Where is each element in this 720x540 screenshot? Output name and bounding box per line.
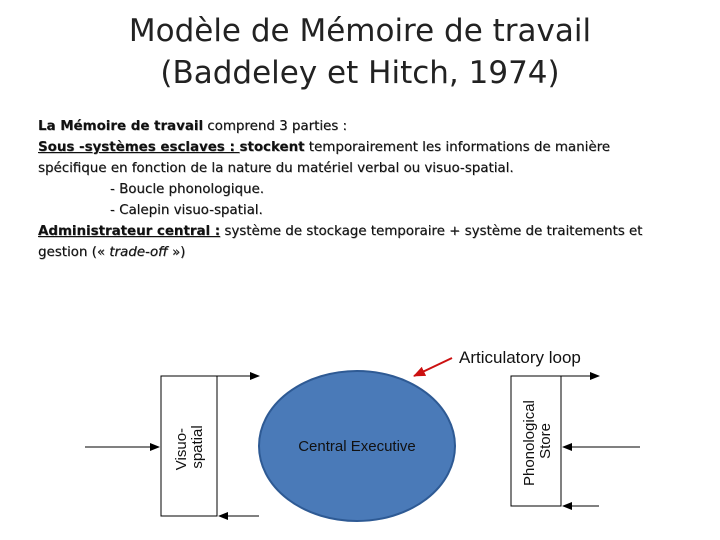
- stockent-term: stockent: [239, 140, 305, 155]
- trade-off-term: trade-off: [109, 245, 168, 260]
- page-title-line-2: (Baddeley et Hitch, 1974): [160, 55, 560, 91]
- visuospatial-label-line-1: Visuo-: [173, 427, 190, 471]
- page-title-line-1: Modèle de Mémoire de travail: [128, 13, 592, 49]
- slave-systems-term: Sous -systèmes esclaves :: [38, 140, 240, 155]
- text-line-5-start: gestion («: [38, 245, 110, 260]
- text-line-1-rest: comprend 3 parties :: [203, 119, 348, 134]
- phonological-store-label-line-1: Phonological: [521, 400, 538, 487]
- bullet-phonological-loop: - Boucle phonologique.: [110, 182, 265, 197]
- central-administrator-term: Administrateur central :: [38, 224, 221, 239]
- phonological-store-label-line-2: Store: [537, 423, 554, 459]
- visuospatial-label: [173, 424, 206, 470]
- text-line-4-rest: système de stockage temporaire + système de traitements et: [220, 224, 643, 239]
- text-line-5-end: »): [167, 245, 186, 260]
- articulatory-loop-arrow: [414, 358, 452, 376]
- text-line-2-rest: temporairement les informations de manière: [304, 140, 611, 155]
- visuospatial-label-line-2: spatial: [189, 425, 206, 469]
- working-memory-term: La Mémoire de travail: [38, 119, 204, 134]
- text-line-3: spécifique en fonction de la nature du matériel verbal ou visuo-spatial.: [38, 161, 514, 176]
- central-executive-label: Central Executive: [298, 438, 416, 455]
- bullet-visuospatial-sketchpad: - Calepin visuo-spatial.: [110, 203, 263, 218]
- articulatory-loop-label: Articulatory loop: [459, 348, 581, 367]
